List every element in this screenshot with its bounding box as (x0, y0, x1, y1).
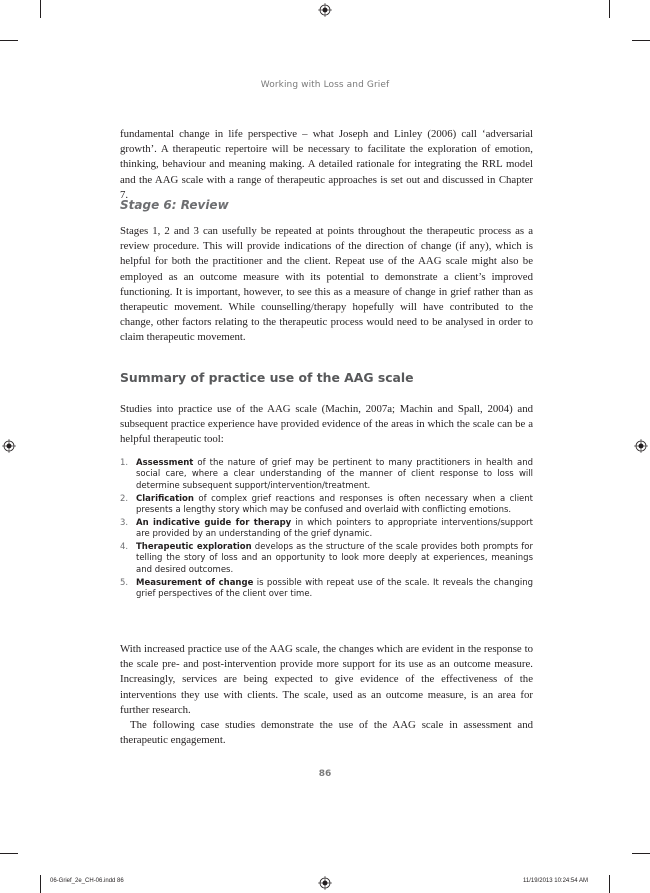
list-item (120, 578, 533, 601)
crop-mark (40, 0, 41, 18)
registration-mark-icon (2, 439, 16, 453)
list-item (120, 542, 533, 576)
slug-file-name: 06-Grief_2e_CH-06.indd 86 (50, 878, 124, 884)
crop-mark (632, 853, 650, 854)
paragraph-text: With increased practice use of the AAG scale, the changes which are evident in the response to the scale pre- and post-intervention provide more support for its use as an outcome measure. Increasingly, services are being expected to give evidence of the effectiveness of the interventions they use with clients. The scale, used as an outcome measure, is an area for further research. (120, 643, 533, 716)
list-item-term: Clarification (136, 493, 194, 504)
page-number: 86 (318, 769, 332, 779)
paragraph-text: The following case studies demonstrate the use of the AAG scale in assessment and therapeutic engagement. (120, 719, 533, 747)
summary-section-heading: Summary of practice use of the AAG scale (120, 370, 414, 385)
crop-mark (40, 875, 41, 893)
list-item (120, 458, 533, 492)
paragraph-text: Studies into practice use of the AAG scale (Machin, 2007a; Machin and Spall, 2004) and subsequent practice experience have provided evidence of the areas in which the scale can be a helpful therapeutic tool: (120, 403, 533, 446)
paragraph-intro (120, 127, 533, 203)
practice-use-list (120, 458, 533, 602)
list-item-number: 4. (120, 542, 129, 553)
paragraph-review (120, 224, 533, 346)
registration-mark-icon (634, 439, 648, 453)
list-item-number: 3. (120, 517, 129, 528)
list-item-number: 5. (120, 577, 129, 588)
paragraph-text: fundamental change in life perspective – what Joseph and Linley (2006) call ‘adversarial growth’. A therapeutic repertoire will be necessary to facilitate the exploration of emotion, thinking, behaviour and meaning making. A detailed rationale for integrating the RRL model and the AAG scale with a range of therapeutic approaches is set out and discussed in Chapter 7. (120, 128, 533, 201)
list-item (120, 494, 533, 517)
crop-mark (609, 0, 610, 18)
crop-mark (0, 40, 18, 41)
slug-timestamp: 11/19/2013 10:24:54 AM (523, 878, 588, 884)
list-item-term: Therapeutic exploration (136, 542, 252, 553)
paragraph-outcome (120, 642, 533, 748)
list-item-number: 2. (120, 493, 129, 504)
stage-6-heading: Stage 6: Review (120, 198, 229, 212)
paragraph-studies (120, 402, 533, 448)
list-item-text: in which pointers to appropriate interventions/support are provided by an understanding of the grief dynamic. (136, 517, 533, 540)
list-item-term: Assessment (136, 458, 194, 468)
list-item-text: is possible with repeat use of the scale. It reveals the changing grief perspectives of the client over time. (136, 577, 533, 600)
list-item (120, 518, 533, 541)
crop-mark (0, 853, 18, 854)
crop-mark (609, 875, 610, 893)
paragraph-text: Stages 1, 2 and 3 can usefully be repeated at points throughout the therapeutic process as a review procedure. This will provide indications of the direction of change (if any), which is helpful for both the practitioner and the client. Repeat use of the AAG scale might also be employed as an outcome measure with its potential to demonstrate a client’s improved functioning. It is important, however, to see this as a measure of change in grief rather than as therapeutic movement. While counselling/therapy hopefully will have contributed to the change, other factors relating to the therapeutic process would need to be analysed in order to claim therapeutic movement. (120, 225, 533, 344)
registration-mark-icon (318, 3, 332, 17)
list-item-text: develops as the structure of the scale provides both prompts for telling the story of loss and an opportunity to look more deeply at experiences, meanings and desired outcomes. (136, 542, 533, 575)
list-item-number: 1. (120, 458, 129, 468)
running-head: Working with Loss and Grief (260, 80, 390, 90)
list-item-text: of complex grief reactions and responses is often necessary when a client presents a lengthy story which may be confused and overlaid with conflicting emotions. (136, 493, 533, 516)
registration-mark-icon (318, 876, 332, 890)
list-item-term: Measurement of change (136, 577, 254, 588)
list-item-term: An indicative guide for therapy (136, 517, 292, 528)
list-item-text: of the nature of grief may be pertinent to many practitioners in health and social care, where a clear understanding of the manner of client response to loss will determine subsequent support/intervention/treatment. (136, 458, 533, 491)
crop-mark (632, 40, 650, 41)
